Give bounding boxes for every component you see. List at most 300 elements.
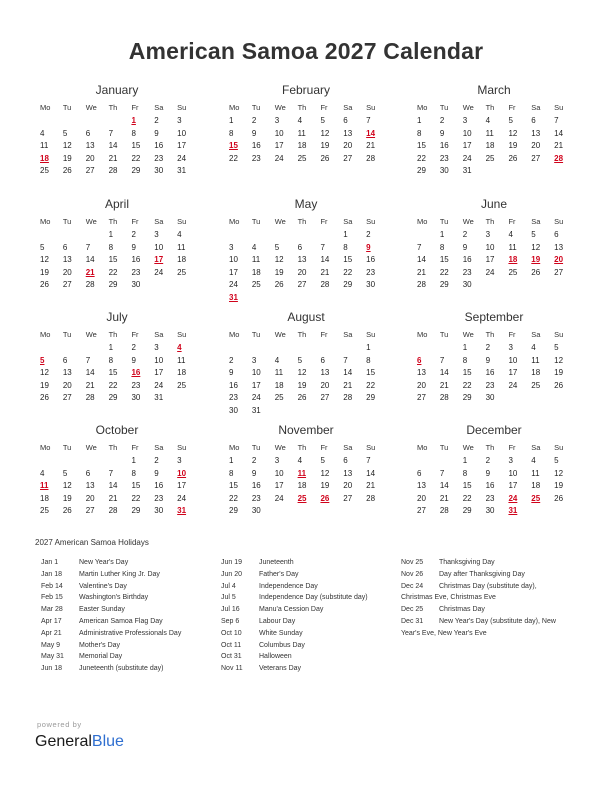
date-cell: 6 <box>320 355 325 365</box>
weekday-label: Th <box>108 330 118 339</box>
date-cell: 5 <box>320 116 325 125</box>
holiday-entry <box>221 651 368 663</box>
date-cell: 25 <box>40 166 49 176</box>
date-cell: 12 <box>297 368 307 378</box>
date-cell: 11 <box>508 242 517 252</box>
date-cell: 10 <box>508 355 518 365</box>
weekday-label: Mo <box>229 443 240 452</box>
date-cell: 10 <box>251 368 261 378</box>
date-cell: 8 <box>229 128 234 138</box>
weekday-label: Tu <box>62 217 72 226</box>
holiday-name: Manu'a Cession Day <box>259 606 324 614</box>
date-cell: 1 <box>462 343 468 352</box>
weekday-label: Fr <box>320 103 328 112</box>
holiday-name: Independence Day (substitute day) <box>259 594 368 602</box>
holiday-name: Administrative Professionals Day <box>79 629 182 637</box>
weekday-label: Th <box>297 443 307 452</box>
date-cell: 17 <box>485 255 495 265</box>
week-row <box>414 279 574 292</box>
date-cell: 1 <box>229 456 234 465</box>
holiday-entry <box>401 604 556 616</box>
date-cell: 8 <box>462 355 468 365</box>
date-cell: 17 <box>508 368 518 378</box>
empty-cell <box>226 229 249 242</box>
weekday-label: Sa <box>343 330 353 339</box>
holiday-date-label: Jan 1 <box>41 559 59 566</box>
weekday-label: Mo <box>417 217 428 226</box>
month-january <box>37 82 197 178</box>
date-cell: 29 <box>131 166 141 176</box>
holiday-date-label: Feb 15 <box>41 594 63 602</box>
date-cell: 22 <box>343 267 353 277</box>
empty-cell <box>295 342 318 355</box>
date-cell: 3 <box>508 343 513 352</box>
holiday-date: 11 <box>297 468 307 478</box>
date-cell: 22 <box>462 493 472 503</box>
month-name: March <box>477 83 511 97</box>
date-cell: 25 <box>485 153 495 163</box>
date-cell: 7 <box>320 242 325 252</box>
weekday-label: Mo <box>417 443 428 452</box>
date-cell: 18 <box>297 481 307 491</box>
weekday-header <box>37 215 197 229</box>
week-row <box>37 279 197 292</box>
empty-cell <box>151 279 174 292</box>
week-row <box>226 405 386 418</box>
date-cell: 16 <box>251 481 261 491</box>
weekday-label: We <box>462 330 474 339</box>
week-row <box>414 493 574 506</box>
date-cell: 8 <box>108 242 114 252</box>
date-cell: 3 <box>177 456 182 465</box>
date-cell: 21 <box>439 493 449 503</box>
week-row <box>414 468 574 481</box>
weekday-label: Mo <box>40 330 51 339</box>
date-cell: 17 <box>251 380 261 390</box>
holiday-date-label: Jun 18 <box>41 665 63 673</box>
date-cell: 15 <box>131 141 141 151</box>
holiday-date: 18 <box>508 255 518 265</box>
date-cell: 14 <box>366 468 376 478</box>
date-cell: 21 <box>366 481 376 491</box>
holiday-date-label: Jul 16 <box>221 606 240 614</box>
holiday-date: 5 <box>40 355 45 365</box>
holiday-name: Christmas Day (substitute day), <box>439 582 537 590</box>
month-february <box>226 82 386 165</box>
empty-cell <box>249 342 272 355</box>
week-row <box>37 153 197 166</box>
date-cell: 16 <box>485 368 495 378</box>
empty-cell <box>317 229 340 242</box>
weekday-label: Tu <box>62 443 72 452</box>
weekday-label: Su <box>177 103 187 112</box>
date-cell: 22 <box>131 153 141 163</box>
holiday-date-label: Feb 14 <box>41 582 63 590</box>
date-cell: 8 <box>417 128 422 138</box>
holiday-name: New Year's Day <box>79 559 129 566</box>
date-cell: 5 <box>62 128 68 138</box>
weekday-label: Mo <box>40 217 51 226</box>
date-cell: 25 <box>251 280 261 290</box>
holiday-date-label: Jul 5 <box>221 594 236 602</box>
holiday-name: White Sunday <box>259 629 303 637</box>
date-cell: 3 <box>485 230 491 239</box>
empty-cell <box>272 505 295 518</box>
holiday-name: Father's Day <box>259 570 299 578</box>
holiday-name: Memorial Day <box>79 653 123 661</box>
date-cell: 1 <box>229 116 234 125</box>
date-cell: 24 <box>508 380 518 390</box>
date-cell: 24 <box>274 493 284 503</box>
date-cell: 20 <box>343 141 353 151</box>
holiday-date: 31 <box>508 506 518 516</box>
month-name: August <box>287 310 325 324</box>
month-name: January <box>95 83 139 97</box>
date-cell: 30 <box>485 506 495 516</box>
holiday-entry <box>401 581 556 593</box>
date-cell: 4 <box>177 230 182 239</box>
date-cell: 10 <box>229 255 238 265</box>
holiday-column <box>41 557 181 675</box>
date-cell: 24 <box>251 393 261 403</box>
weekday-label: Sa <box>154 103 164 112</box>
date-cell: 18 <box>274 380 284 390</box>
date-cell: 20 <box>297 267 307 277</box>
empty-cell <box>528 505 551 518</box>
weekday-label: Fr <box>508 443 516 452</box>
week-row <box>414 229 574 242</box>
date-cell: 25 <box>177 380 187 390</box>
date-cell: 9 <box>154 468 159 478</box>
weekday-header <box>414 441 574 455</box>
date-cell: 28 <box>108 166 118 176</box>
holiday-name: Martin Luther King Jr. Day <box>79 570 160 578</box>
date-cell: 27 <box>343 493 353 503</box>
weekday-label: Mo <box>40 443 51 452</box>
date-cell: 18 <box>531 481 541 491</box>
date-cell: 13 <box>343 468 353 478</box>
date-cell: 2 <box>485 343 491 352</box>
date-cell: 14 <box>417 255 426 265</box>
holiday-date-label: Oct 31 <box>221 653 242 661</box>
weekday-label: We <box>274 103 286 112</box>
holiday-entry <box>41 616 181 628</box>
month-april <box>37 196 197 292</box>
empty-cell <box>226 342 249 355</box>
empty-cell <box>272 292 295 305</box>
generalblue-logo[interactable] <box>35 733 124 751</box>
date-cell: 17 <box>177 141 187 151</box>
date-cell: 31 <box>462 166 472 176</box>
weekday-label: Fr <box>508 330 516 339</box>
date-cell: 7 <box>417 242 422 252</box>
date-cell: 17 <box>274 481 284 491</box>
empty-cell <box>37 229 60 242</box>
holiday-name: Day after Thanksgiving Day <box>439 570 525 578</box>
date-cell: 29 <box>108 393 118 403</box>
empty-cell <box>317 505 340 518</box>
date-cell: 10 <box>462 128 472 138</box>
date-cell: 12 <box>508 128 518 138</box>
date-cell: 7 <box>366 456 371 465</box>
date-cell: 6 <box>85 128 91 138</box>
weekday-label: Th <box>108 443 118 452</box>
date-cell: 23 <box>229 393 238 403</box>
weekday-label: Th <box>485 103 495 112</box>
week-row <box>226 140 386 153</box>
weekday-label: Th <box>485 330 495 339</box>
weekday-label: Sa <box>531 330 541 339</box>
date-cell: 30 <box>131 393 141 403</box>
holiday-entry <box>221 616 368 628</box>
date-cell: 4 <box>485 116 491 125</box>
holiday-date-label: May 31 <box>41 653 64 661</box>
weekday-label: We <box>85 217 97 226</box>
empty-cell <box>528 279 551 292</box>
empty-cell <box>483 165 506 178</box>
date-cell: 16 <box>131 255 141 265</box>
date-cell: 15 <box>417 141 426 151</box>
date-cell: 2 <box>251 456 257 465</box>
empty-cell <box>249 292 272 305</box>
month-march <box>414 82 574 178</box>
empty-cell <box>37 115 60 128</box>
date-cell: 12 <box>554 468 564 478</box>
date-cell: 24 <box>485 267 495 277</box>
weekday-label: Th <box>297 217 307 226</box>
weekday-label: Sa <box>154 217 164 226</box>
weekday-label: Su <box>554 217 564 226</box>
weekday-label: Fr <box>508 103 516 112</box>
date-cell: 25 <box>297 153 307 163</box>
date-cell: 13 <box>554 242 564 252</box>
week-row <box>414 380 574 393</box>
date-cell: 21 <box>366 141 376 151</box>
week-row <box>414 355 574 368</box>
weekday-label: Th <box>297 103 307 112</box>
date-cell: 28 <box>320 280 330 290</box>
holiday-name: Easter Sunday <box>79 606 125 614</box>
holiday-date-label: Dec 25 <box>401 606 424 614</box>
weekday-label: Mo <box>417 330 428 339</box>
holiday-date: 9 <box>366 242 371 252</box>
date-cell: 9 <box>229 368 234 378</box>
date-cell: 13 <box>85 481 95 491</box>
holiday-date: 4 <box>177 343 182 352</box>
date-cell: 7 <box>108 468 114 478</box>
date-cell: 13 <box>62 368 72 378</box>
date-cell: 13 <box>62 255 72 265</box>
holiday-entry <box>41 557 181 569</box>
holiday-column <box>221 557 368 675</box>
holiday-date: 28 <box>554 153 564 163</box>
empty-cell <box>37 455 60 468</box>
date-cell: 7 <box>554 116 559 125</box>
empty-cell <box>60 455 83 468</box>
date-cell: 9 <box>485 355 491 365</box>
empty-cell <box>295 405 318 418</box>
date-cell: 24 <box>177 153 187 163</box>
date-cell: 2 <box>229 355 234 365</box>
date-cell: 22 <box>229 153 238 163</box>
weekday-header <box>37 328 197 342</box>
week-row <box>37 165 197 178</box>
date-cell: 6 <box>343 116 348 125</box>
weekday-label: We <box>85 103 97 112</box>
date-cell: 23 <box>131 267 141 277</box>
date-cell: 7 <box>366 116 371 125</box>
date-cell: 18 <box>40 493 49 503</box>
date-cell: 25 <box>40 506 49 516</box>
date-cell: 11 <box>177 355 186 365</box>
date-cell: 27 <box>554 267 564 277</box>
week-row <box>414 392 574 405</box>
date-cell: 21 <box>85 380 95 390</box>
date-cell: 9 <box>251 468 257 478</box>
weekday-label: Sa <box>343 443 353 452</box>
month-july <box>37 309 197 405</box>
date-cell: 16 <box>229 380 238 390</box>
weekday-label: Su <box>177 217 187 226</box>
weekday-label: Su <box>366 443 376 452</box>
holiday-date: 21 <box>85 267 95 277</box>
page-title: American Samoa 2027 Calendar <box>128 38 484 64</box>
holiday-date: 24 <box>508 493 518 503</box>
date-cell: 3 <box>508 456 513 465</box>
date-cell: 29 <box>131 506 141 516</box>
holiday-name: Juneteenth (substitute day) <box>79 665 164 673</box>
holiday-name: Halloween <box>259 653 292 661</box>
date-cell: 5 <box>297 355 303 365</box>
week-row <box>226 355 386 368</box>
week-row <box>226 493 386 506</box>
weekday-label: Mo <box>229 217 240 226</box>
date-cell: 12 <box>62 481 72 491</box>
holiday-entry <box>221 628 368 640</box>
week-row <box>414 115 574 128</box>
empty-cell <box>60 229 83 242</box>
holiday-entry <box>41 592 181 604</box>
date-cell: 19 <box>40 267 49 277</box>
weekday-label: Mo <box>417 103 428 112</box>
date-cell: 26 <box>40 393 49 403</box>
date-cell: 28 <box>439 393 449 403</box>
weekday-label: Tu <box>251 443 261 452</box>
date-cell: 27 <box>343 153 353 163</box>
date-cell: 14 <box>85 255 95 265</box>
date-cell: 30 <box>485 393 495 403</box>
date-cell: 14 <box>85 368 95 378</box>
weekday-label: We <box>274 443 286 452</box>
week-row <box>226 342 386 355</box>
empty-cell <box>83 342 106 355</box>
date-cell: 19 <box>62 153 72 163</box>
date-cell: 4 <box>508 230 513 239</box>
date-cell: 22 <box>366 380 376 390</box>
month-name: June <box>480 197 508 211</box>
week-row <box>414 242 574 255</box>
date-cell: 16 <box>485 481 495 491</box>
date-cell: 8 <box>131 468 136 478</box>
weekday-label: Tu <box>251 330 261 339</box>
date-cell: 2 <box>154 116 159 125</box>
date-cell: 9 <box>462 242 468 252</box>
date-cell: 30 <box>439 166 449 176</box>
week-row <box>414 367 574 380</box>
weekday-header <box>414 101 574 115</box>
weekday-label: Mo <box>229 330 240 339</box>
week-row <box>37 392 197 405</box>
month-june <box>414 196 574 292</box>
date-cell: 30 <box>154 166 164 176</box>
holiday-date-label: Dec 24 <box>401 582 424 590</box>
month-name: November <box>278 423 334 437</box>
date-cell: 5 <box>554 456 559 465</box>
date-cell: 22 <box>131 493 141 503</box>
week-row <box>37 254 197 267</box>
empty-cell <box>414 342 437 355</box>
date-cell: 12 <box>62 141 72 151</box>
date-cell: 29 <box>229 506 238 516</box>
date-cell: 12 <box>320 468 330 478</box>
date-cell: 17 <box>508 481 518 491</box>
week-row <box>414 140 574 153</box>
empty-cell <box>60 115 83 128</box>
date-cell: 5 <box>554 343 559 352</box>
date-cell: 21 <box>108 153 118 163</box>
date-cell: 23 <box>366 267 376 277</box>
date-cell: 17 <box>274 141 284 151</box>
empty-cell <box>174 279 197 292</box>
weekday-label: Fr <box>131 443 139 452</box>
date-cell: 23 <box>439 153 449 163</box>
date-cell: 14 <box>439 481 449 491</box>
date-cell: 26 <box>508 153 518 163</box>
date-cell: 1 <box>108 230 114 239</box>
week-row <box>414 128 574 141</box>
empty-cell <box>363 505 386 518</box>
empty-cell <box>83 229 106 242</box>
empty-cell <box>340 342 363 355</box>
weekday-label: Th <box>108 217 118 226</box>
date-cell: 14 <box>108 141 118 151</box>
date-cell: 4 <box>274 355 280 365</box>
date-cell: 16 <box>154 481 164 491</box>
date-cell: 27 <box>417 506 426 516</box>
holiday-name: Christmas Eve, Christmas Eve <box>401 594 496 602</box>
holidays-title: 2027 American Samoa Holidays <box>35 538 149 547</box>
weekday-label: Mo <box>229 103 240 112</box>
date-cell: 28 <box>417 280 426 290</box>
holiday-date: 25 <box>531 493 541 503</box>
date-cell: 25 <box>274 393 284 403</box>
date-cell: 2 <box>131 230 136 239</box>
empty-cell <box>483 279 506 292</box>
holiday-entry <box>401 557 556 569</box>
date-cell: 5 <box>62 468 68 478</box>
date-cell: 3 <box>274 456 280 465</box>
date-cell: 15 <box>229 481 238 491</box>
date-cell: 20 <box>85 493 95 503</box>
holiday-name: Veterans Day <box>259 665 302 673</box>
date-cell: 21 <box>417 267 426 277</box>
date-cell: 5 <box>274 242 280 252</box>
date-cell: 21 <box>108 493 118 503</box>
holiday-name: Year's Eve, New Year's Eve <box>401 629 487 637</box>
empty-cell <box>272 405 295 418</box>
date-cell: 18 <box>177 255 187 265</box>
month-august <box>226 309 386 418</box>
